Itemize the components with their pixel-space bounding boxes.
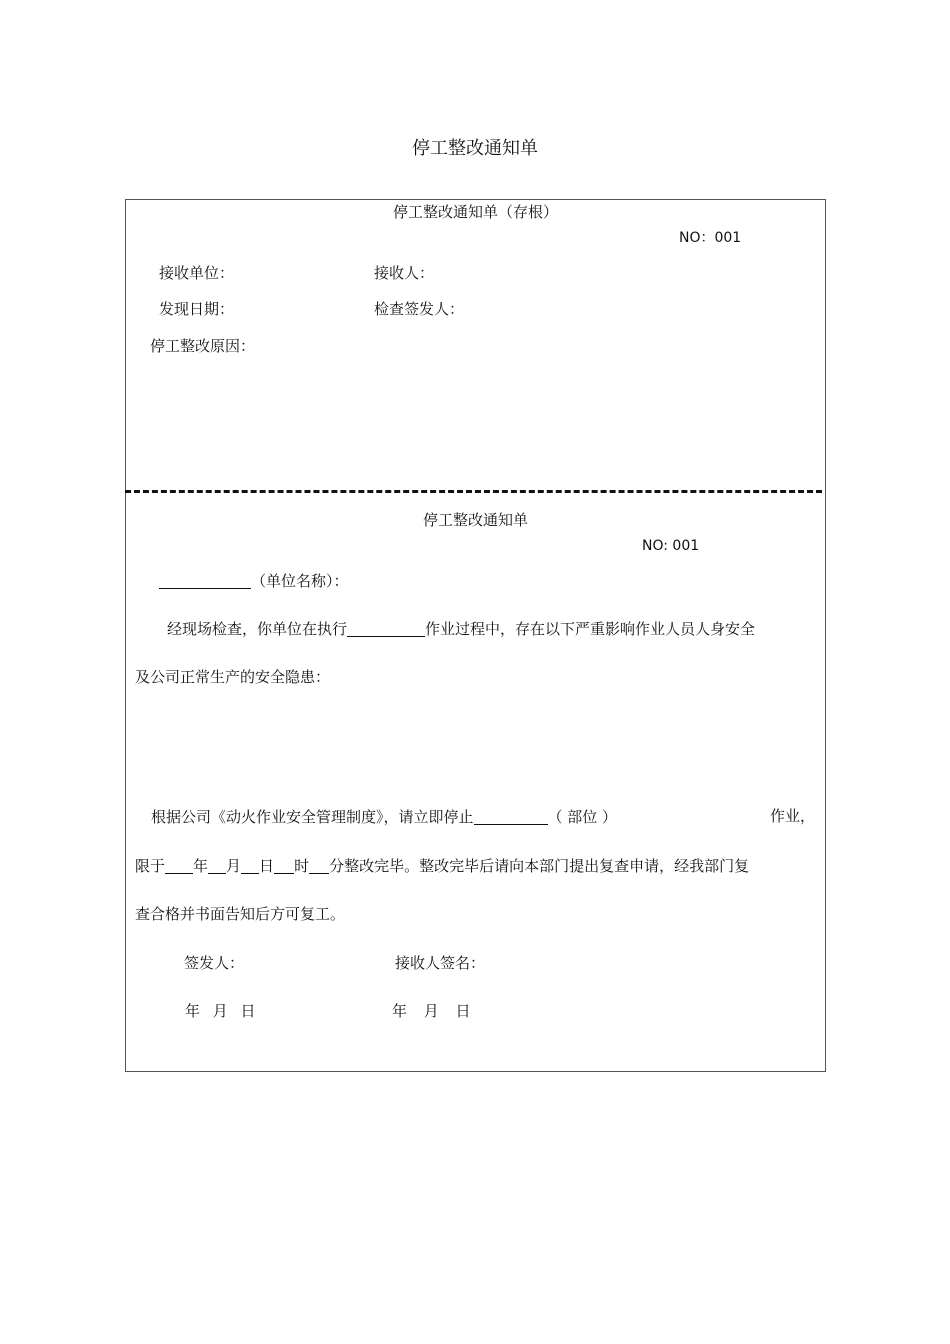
month-blank (208, 858, 226, 874)
day-text: 日 (259, 857, 275, 875)
notice-heading: 停工整改通知单 (422, 511, 528, 529)
notice-number: NO: 001 (642, 538, 700, 554)
work-type-blank (347, 621, 425, 637)
signer-label: 签发人： (184, 954, 245, 972)
order-paragraph-line3: 查合格并书面告知后方可复工。 (135, 905, 346, 923)
receiver-date: 年 月 日 (392, 1002, 471, 1020)
hour-text: 时 (294, 857, 310, 875)
year-text: 年 (193, 857, 209, 875)
inspection-paragraph-line1 (135, 621, 815, 637)
day-blank (241, 858, 259, 874)
inspection-text-end: 作业过程中，存在以下严重影响作业人员人身安全 (425, 620, 756, 638)
unit-name-blank (159, 573, 251, 589)
unit-name-label: （单位名称）： (251, 572, 349, 590)
receiving-unit-label: 接收单位： (159, 264, 235, 282)
year-blank (165, 858, 193, 874)
deadline-prefix: 限于 (135, 857, 166, 875)
minute-blank (309, 858, 329, 874)
order-text-end: 作业， (769, 807, 815, 825)
receiver-signature-label: 接收人签名： (395, 954, 486, 972)
stub-heading: 停工整改通知单（存根） (392, 203, 558, 221)
location-text: （ 部位 ） (547, 808, 618, 826)
order-paragraph-line1 (135, 809, 815, 825)
month-text: 月 (226, 857, 242, 875)
inspection-text-start: 经现场检查，你单位在执行 (167, 620, 348, 638)
receiver-label: 接收人： (374, 264, 435, 282)
stop-reason-label: 停工整改原因： (150, 337, 256, 355)
signer-date: 年 月 日 (185, 1002, 256, 1020)
stop-work-blank (474, 809, 548, 825)
inspector-signer-label: 检查签发人： (374, 300, 465, 318)
unit-name-line (159, 573, 349, 589)
deadline-rest-text: 分整改完毕。整改完毕后请向本部门提出复查申请，经我部门复 (329, 857, 750, 875)
tear-off-dashed-line (125, 490, 822, 493)
inspection-paragraph-line2: 及公司正常生产的安全隐患： (135, 668, 331, 686)
found-date-label: 发现日期： (159, 300, 235, 318)
page-title: 停工整改通知单 (412, 138, 538, 159)
stub-number: NO：001 (679, 230, 742, 246)
deadline-line (135, 858, 749, 874)
order-text-start: 根据公司《动火作业安全管理制度》，请立即停止 (151, 808, 474, 826)
hour-blank (274, 858, 294, 874)
